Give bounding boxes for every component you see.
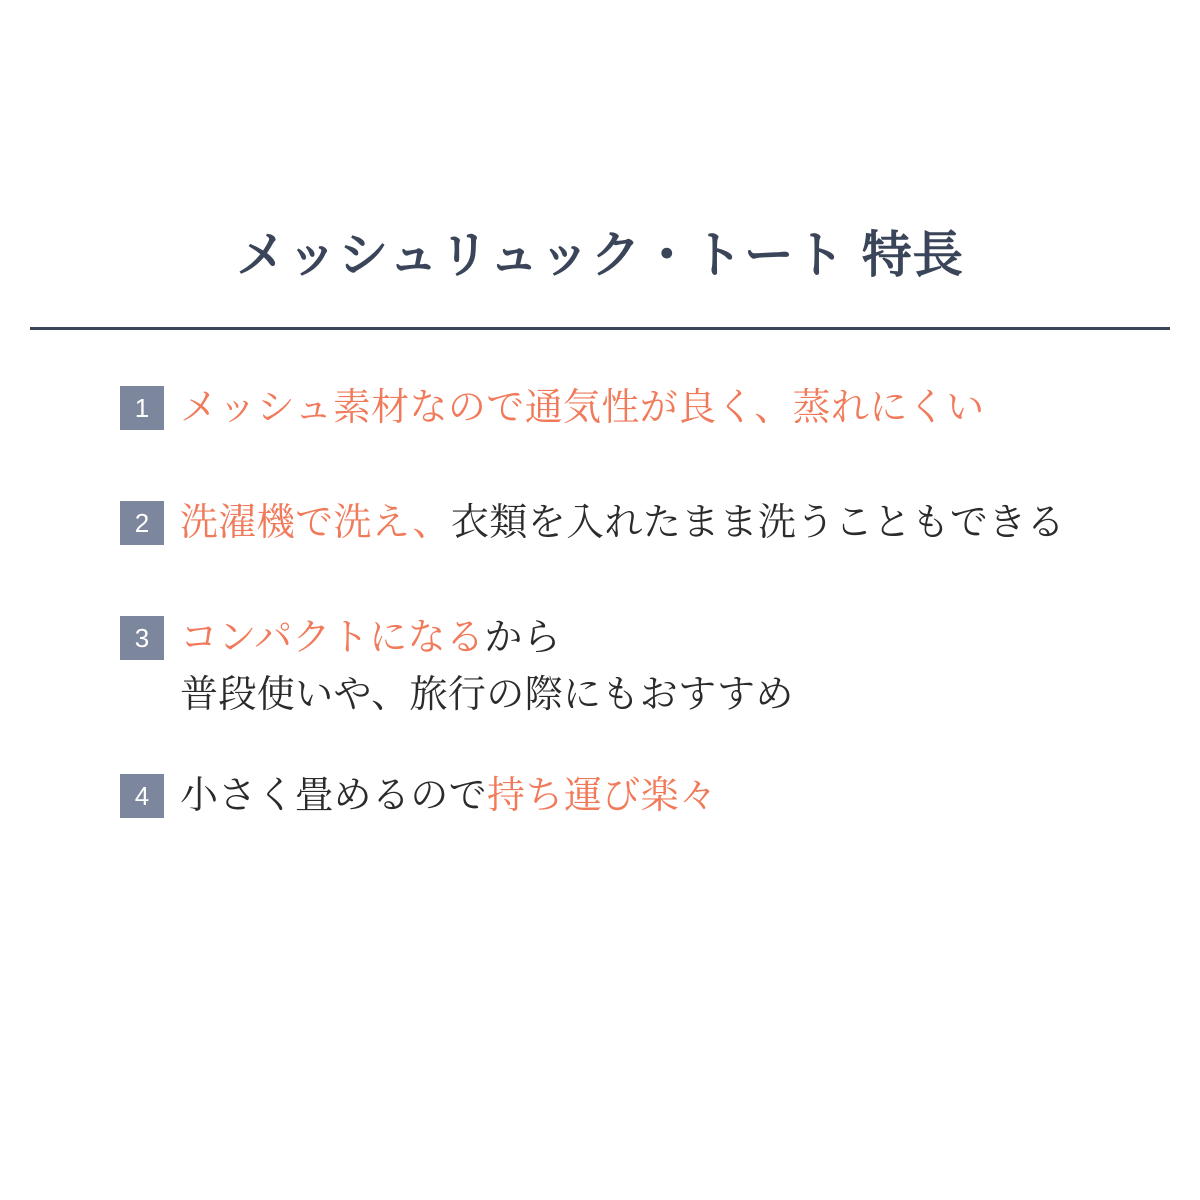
item-number-badge: 1: [120, 386, 164, 430]
item-text-segment: 小さく畳めるので: [180, 775, 488, 817]
list-item: [120, 610, 1140, 724]
item-number-badge: 3: [120, 616, 164, 660]
item-text-line2: 普段使いや、旅行の際にもおすすめ: [180, 674, 794, 716]
item-number-badge: 4: [120, 774, 164, 818]
item-text: [180, 610, 794, 724]
item-text: [180, 495, 1065, 552]
list-item: [120, 495, 1140, 552]
item-text-segment: 洗濯機で洗え、: [180, 502, 451, 544]
item-text-segment: 衣類を入れたまま洗うこともできる: [450, 502, 1066, 544]
item-text-segment: コンパクトになる: [180, 617, 485, 659]
list-item: [120, 768, 1140, 825]
feature-list: [120, 380, 1140, 825]
item-text: [180, 380, 984, 437]
title-sub: 特長: [861, 227, 964, 283]
item-text-segment: メッシュ素材なので通気性が良く、蒸れにくい: [180, 387, 985, 429]
item-text: [180, 768, 717, 825]
title-main: メッシュリュック・トート: [236, 227, 846, 283]
page-title: [0, 228, 1200, 283]
item-number-badge: 2: [120, 501, 164, 545]
list-item: [120, 380, 1140, 437]
item-text-segment: 持ち運び楽々: [487, 775, 718, 817]
title-block: [0, 228, 1200, 283]
title-divider: [30, 327, 1170, 330]
item-text-segment: から: [484, 617, 562, 659]
